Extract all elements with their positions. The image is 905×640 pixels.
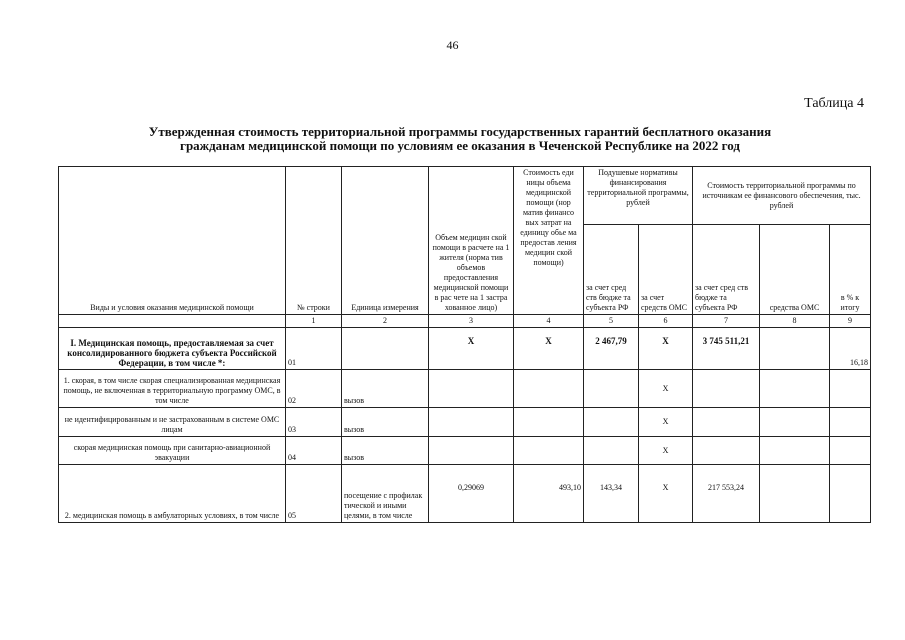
table-row [59, 437, 871, 465]
table-label: Таблица 4 [804, 96, 864, 111]
page-number: 46 [446, 38, 459, 52]
column-number: 3 [429, 315, 514, 328]
column-number: 6 [639, 315, 693, 328]
row-total-oms [760, 370, 830, 408]
table-row [59, 408, 871, 437]
row-cost [514, 408, 584, 437]
page-title [60, 125, 860, 153]
row-total-pct: 16,18 [830, 328, 871, 370]
row-per-capita-oms: X [639, 408, 693, 437]
row-total-budget [693, 437, 760, 465]
row-cost: X [514, 328, 584, 370]
row-per-capita-budget [584, 370, 639, 408]
header-total-pct: в % к итогу [830, 225, 871, 315]
row-total-budget: 217 553,24 [693, 465, 760, 523]
row-per-capita-budget: 143,34 [584, 465, 639, 523]
header-total-cost: Стоимость территориальной программы по источникам ее финансового обеспечения, тыс. рублей [693, 167, 871, 225]
column-number: 1 [286, 315, 342, 328]
row-number: 02 [286, 370, 342, 408]
row-total-pct [830, 465, 871, 523]
row-name: не идентифицированным и не застрахованным в системе ОМС лицам [59, 408, 286, 437]
header-cost-unit: Стоимость еди ницы объема медицинской помощи (нор матив финансо вых затрат на единицу обье ма предостав ления медицин ской помощи) [514, 167, 584, 315]
table-row [59, 328, 871, 370]
header-types: Виды и условия оказания медицинской помощи [59, 167, 286, 315]
row-total-oms [760, 465, 830, 523]
header-volume: Объем медицин ской помощи в расчете на 1 жителя (норма тив объемов предоставления медицинской помощи в рас чете на 1 застра хованное лицо) [429, 167, 514, 315]
row-per-capita-budget: 2 467,79 [584, 328, 639, 370]
row-total-oms [760, 437, 830, 465]
row-cost [514, 437, 584, 465]
column-number: 8 [760, 315, 830, 328]
row-unit: посещение с профилак тической и иными целями, в том числе [342, 465, 429, 523]
title-line-1: Утвержденная стоимость территориальной программы государственных гарантий бесплатного оказания [148, 124, 772, 139]
row-cost [514, 370, 584, 408]
row-cost: 493,10 [514, 465, 584, 523]
row-per-capita-budget [584, 408, 639, 437]
table-row [59, 370, 871, 408]
header-per-capita: Подушевые нормативы финансирования территориальной программы, рублей [584, 167, 693, 225]
row-name: I. Медицинская помощь, предоставляемая за счет консолидированного бюджета субъекта Российской Федерации, в том числе *: [59, 328, 286, 370]
row-name: скорая медицинская помощь при санитарно-авиационной эвакуации [59, 437, 286, 465]
row-number: 01 [286, 328, 342, 370]
row-per-capita-budget [584, 437, 639, 465]
column-number: 5 [584, 315, 639, 328]
row-name: 2. медицинская помощь в амбулаторных условиях, в том числе [59, 465, 286, 523]
row-volume [429, 437, 514, 465]
row-volume [429, 408, 514, 437]
row-volume [429, 370, 514, 408]
row-total-oms [760, 328, 830, 370]
title-line-2: гражданам медицинской помощи по условиям ее оказания в Чеченской Республике на 2022 год [180, 138, 740, 153]
column-number: 4 [514, 315, 584, 328]
header-total-oms: средства ОМС [760, 225, 830, 315]
row-volume: 0,29069 [429, 465, 514, 523]
row-unit [342, 328, 429, 370]
row-per-capita-oms: X [639, 328, 693, 370]
row-number: 04 [286, 437, 342, 465]
row-unit: вызов [342, 370, 429, 408]
column-number-cell [59, 315, 286, 328]
column-number: 2 [342, 315, 429, 328]
row-name: 1. скорая, в том числе скорая специализированная медицинская помощь, не включенная в территориальную программу ОМС, в том числе [59, 370, 286, 408]
header-unit: Единица измерения [342, 167, 429, 315]
row-number: 05 [286, 465, 342, 523]
cost-table [58, 166, 871, 523]
table-row [59, 465, 871, 523]
row-total-pct [830, 370, 871, 408]
row-total-oms [760, 408, 830, 437]
row-total-budget [693, 370, 760, 408]
column-number: 9 [830, 315, 871, 328]
row-unit: вызов [342, 437, 429, 465]
header-per-capita-budget: за счет сред ств бюдже та субъекта РФ [584, 225, 639, 315]
header-per-capita-oms: за счет средств ОМС [639, 225, 693, 315]
header-total-budget: за счет сред ств бюдже та субъекта РФ [693, 225, 760, 315]
row-total-pct [830, 437, 871, 465]
row-number: 03 [286, 408, 342, 437]
column-number: 7 [693, 315, 760, 328]
row-per-capita-oms: X [639, 437, 693, 465]
row-per-capita-oms: X [639, 370, 693, 408]
row-total-budget: 3 745 511,21 [693, 328, 760, 370]
row-unit: вызов [342, 408, 429, 437]
row-total-budget [693, 408, 760, 437]
row-per-capita-oms: X [639, 465, 693, 523]
header-row-no: № строки [286, 167, 342, 315]
row-volume: X [429, 328, 514, 370]
row-total-pct [830, 408, 871, 437]
